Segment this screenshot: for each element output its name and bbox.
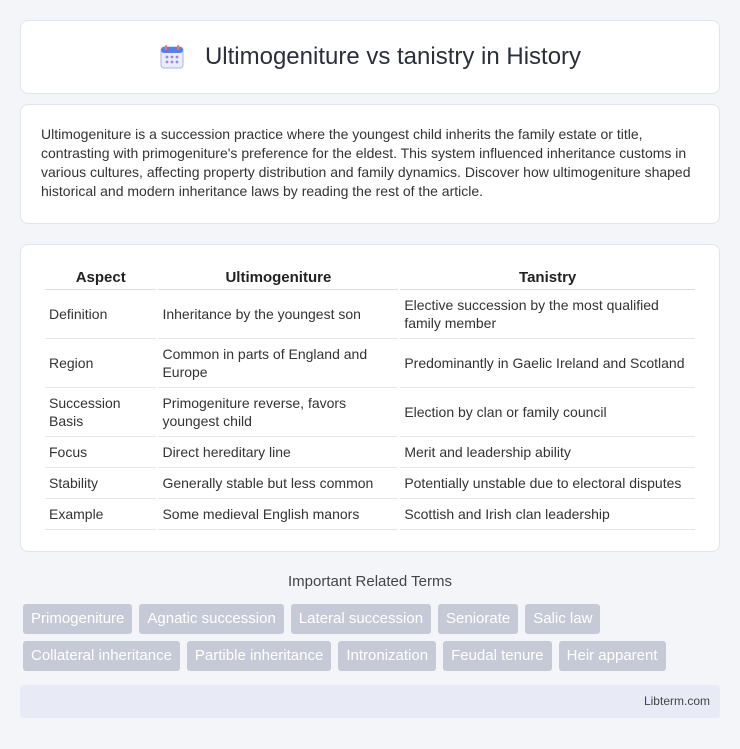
table-cell: Elective succession by the most qualified family member: [400, 290, 695, 339]
intro-card: [20, 104, 720, 224]
tag-collateral-inheritance[interactable]: Collateral inheritance: [23, 641, 180, 671]
table-cell: Focus: [45, 437, 156, 468]
comparison-table-card: [20, 244, 720, 552]
table-cell: Example: [45, 499, 156, 530]
table-cell: Election by clan or family council: [400, 388, 695, 437]
table-row: [45, 499, 695, 530]
tag-intronization[interactable]: Intronization: [338, 641, 436, 671]
table-row: [45, 468, 695, 499]
table-cell: Merit and leadership ability: [400, 437, 695, 468]
table-header-row: [45, 265, 695, 290]
tag-heir-apparent[interactable]: Heir apparent: [559, 641, 666, 671]
table-cell: Common in parts of England and Europe: [158, 339, 398, 388]
table-cell: Generally stable but less common: [158, 468, 398, 499]
footer: [20, 685, 720, 718]
table-cell: Potentially unstable due to electoral disputes: [400, 468, 695, 499]
table-cell: Stability: [45, 468, 156, 499]
header-card: [20, 20, 720, 94]
comparison-table: [43, 265, 697, 530]
table-cell: Primogeniture reverse, favors youngest child: [158, 388, 398, 437]
table-cell: Some medieval English manors: [158, 499, 398, 530]
table-row: [45, 437, 695, 468]
table-cell: Direct hereditary line: [158, 437, 398, 468]
tag-agnatic-succession[interactable]: Agnatic succession: [139, 604, 283, 634]
tag-seniorate[interactable]: Seniorate: [438, 604, 518, 634]
calendar-icon: [159, 44, 185, 70]
table-row: [45, 388, 695, 437]
tag-feudal-tenure[interactable]: Feudal tenure: [443, 641, 552, 671]
header-aspect: Aspect: [45, 265, 156, 290]
intro-text: Ultimogeniture is a succession practice where the youngest child inherits the family estate or title, contrasting with primogeniture's preference for the eldest. This system influenced inheritance customs in various cultures, affecting property distribution and family dynamics. Discover how ultimogeniture shaped historical and modern inheritance laws by reading the rest of the article.: [41, 126, 691, 199]
header-ultimogeniture: Ultimogeniture: [158, 265, 398, 290]
tag-row: [23, 604, 723, 634]
page-title: Ultimogeniture vs tanistry in History: [204, 43, 582, 70]
tag-primogeniture[interactable]: Primogeniture: [23, 604, 132, 634]
tag-row: [23, 641, 723, 671]
table-row: [45, 339, 695, 388]
tag-salic-law[interactable]: Salic law: [525, 604, 600, 634]
table-cell: Region: [45, 339, 156, 388]
table-cell: Succession Basis: [45, 388, 156, 437]
tag-lateral-succession[interactable]: Lateral succession: [291, 604, 431, 634]
tag-partible-inheritance[interactable]: Partible inheritance: [187, 641, 331, 671]
related-terms: [23, 604, 723, 678]
footer-site-link[interactable]: Libterm.com: [643, 694, 710, 708]
header-tanistry: Tanistry: [400, 265, 695, 290]
table-cell: Scottish and Irish clan leadership: [400, 499, 695, 530]
table-cell: Predominantly in Gaelic Ireland and Scotland: [400, 339, 695, 388]
table-cell: Definition: [45, 290, 156, 339]
related-terms-title: Important Related Terms: [288, 573, 452, 590]
table-row: [45, 290, 695, 339]
table-cell: Inheritance by the youngest son: [158, 290, 398, 339]
